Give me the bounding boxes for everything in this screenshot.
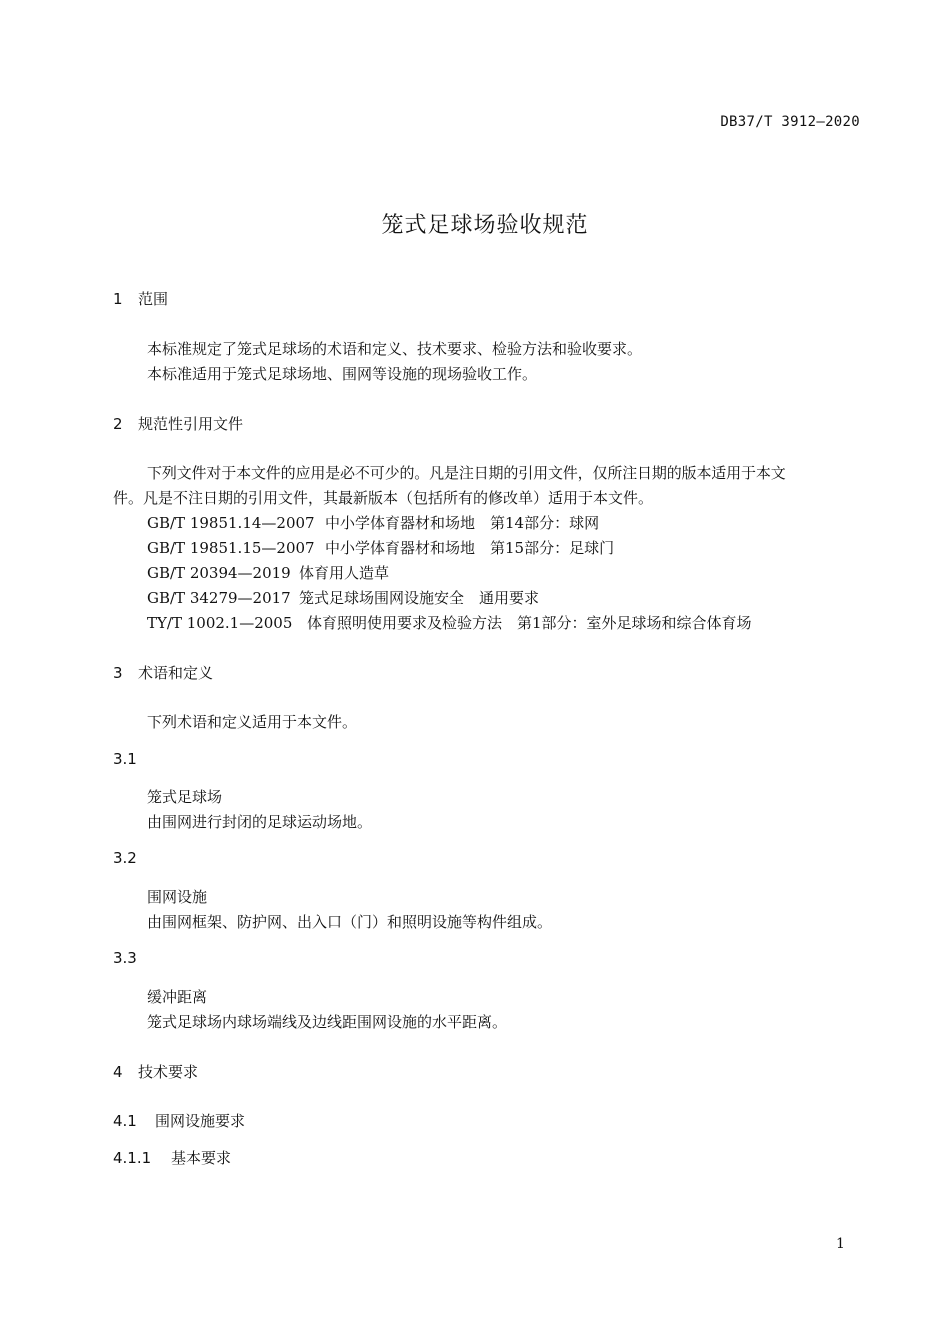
section-title: 术语和定义 bbox=[138, 664, 214, 682]
section-2-heading bbox=[113, 413, 243, 434]
subsection-heading bbox=[113, 1110, 245, 1131]
reference-item bbox=[147, 587, 539, 608]
section-number: 3 bbox=[113, 664, 123, 682]
subsection-title: 基本要求 bbox=[171, 1149, 232, 1167]
paragraph: 本标准规定了笼式足球场的术语和定义、技术要求、检验方法和验收要求。 bbox=[147, 340, 643, 358]
paragraph: 本标准适用于笼式足球场地、围网等设施的现场验收工作。 bbox=[147, 365, 538, 383]
term-number: 3.2 bbox=[113, 849, 137, 867]
reference-item bbox=[147, 512, 599, 533]
subsection-heading bbox=[113, 1147, 231, 1168]
paragraph: 件。凡是不注日期的引用文件，其最新版本（包括所有的修改单）适用于本文件。 bbox=[113, 489, 654, 507]
section-1-heading bbox=[113, 288, 168, 309]
term-name: 围网设施 bbox=[147, 888, 208, 906]
section-number: 4 bbox=[113, 1063, 123, 1081]
reference-code: TY/T 1002.1—2005 bbox=[147, 614, 293, 632]
document-title: 笼式足球场验收规范 bbox=[381, 213, 589, 238]
reference-item bbox=[147, 612, 752, 633]
section-number: 2 bbox=[113, 415, 123, 433]
reference-title: 中小学体育器材和场地 第15部分：足球门 bbox=[325, 539, 615, 557]
paragraph: 下列术语和定义适用于本文件。 bbox=[147, 713, 358, 731]
term-definition: 由围网框架、防护网、出入口（门）和照明设施等构件组成。 bbox=[147, 913, 553, 931]
section-title: 范围 bbox=[138, 290, 169, 308]
subsection-title: 围网设施要求 bbox=[155, 1112, 246, 1130]
reference-title: 中小学体育器材和场地 第14部分：球网 bbox=[325, 514, 600, 532]
reference-code: GB/T 20394—2019 bbox=[147, 564, 291, 582]
term-number: 3.1 bbox=[113, 750, 137, 768]
reference-code: GB/T 19851.14—2007 bbox=[147, 514, 315, 532]
term-definition: 由围网进行封闭的足球运动场地。 bbox=[147, 813, 373, 831]
reference-code: GB/T 34279—2017 bbox=[147, 589, 291, 607]
term-definition: 笼式足球场内球场端线及边线距围网设施的水平距离。 bbox=[147, 1013, 508, 1031]
subsection-number: 4.1.1 bbox=[113, 1149, 152, 1167]
section-title: 规范性引用文件 bbox=[138, 415, 244, 433]
reference-code: GB/T 19851.15—2007 bbox=[147, 539, 315, 557]
section-number: 1 bbox=[113, 290, 123, 308]
subsection-number: 4.1 bbox=[113, 1112, 137, 1130]
reference-item bbox=[147, 562, 389, 583]
document-number: DB37/T 3912—2020 bbox=[720, 114, 860, 130]
reference-title: 体育照明使用要求及检验方法 第1部分：室外足球场和综合体育场 bbox=[307, 614, 752, 632]
reference-title: 体育用人造草 bbox=[299, 564, 390, 582]
paragraph: 下列文件对于本文件的应用是必不可少的。凡是注日期的引用文件，仅所注日期的版本适用于本文 bbox=[147, 464, 786, 482]
term-number: 3.3 bbox=[113, 949, 137, 967]
term-name: 缓冲距离 bbox=[147, 988, 208, 1006]
term-name: 笼式足球场 bbox=[147, 788, 223, 806]
page-number: 1 bbox=[836, 1236, 845, 1252]
section-4-heading bbox=[113, 1061, 198, 1082]
reference-item bbox=[147, 537, 614, 558]
section-title: 技术要求 bbox=[138, 1063, 199, 1081]
section-3-heading bbox=[113, 662, 213, 683]
reference-title: 笼式足球场围网设施安全 通用要求 bbox=[299, 589, 540, 607]
